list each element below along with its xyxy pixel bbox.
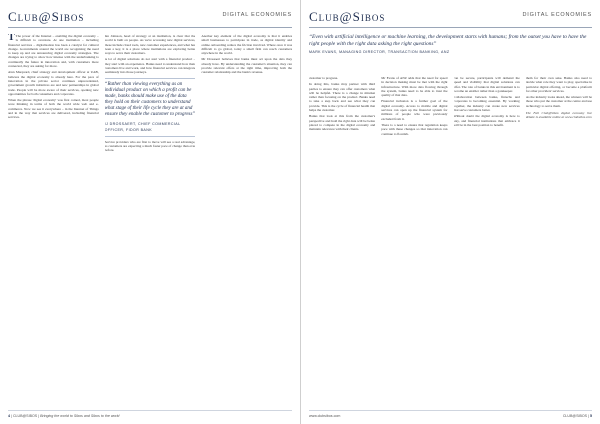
paragraph: them for their own sake. Banks also need to decide what role they want to play, specialise in particular digital offering, or become a platform for other providers' services. [525,76,592,93]
article-column-3 [454,76,520,406]
paragraph: can be secure, participants will demand the speed and visibility that digital solutions can offer. The role of banks in this environment is to become an enabler rather than a gatekeeper. [453,76,520,93]
debate-note: The Fall Club@Sibos digital economy live debate is available online at www.clubsibos.com [525,111,592,120]
article-column-1 [8,34,99,406]
paragraph: Another key element of the digital economy is that it enables small businesses to participate in trade, as digital identity and online onboarding reduce the friction involved. Where once it was difficult to go global, today a small firm can reach customers anywhere in the world. [201,34,293,56]
drop-cap: T [8,34,15,43]
paragraph: customer to progress. [309,76,339,80]
section-label: DIGITAL ECONOMIES [222,12,292,18]
page-number: 5 [590,414,592,418]
paragraph: Alan Marquard, chief strategy and development officer at UAB, believes the digital economy is already here. For the pace of innovation in the private sector continues unprecedented, government growth initiatives are and new partnerships in global trade. People will be more aware of their services, opening new opportunities for both consumers and corporates. [8,70,99,96]
article-column-3 [201,34,292,406]
paragraph: Mr Drossaert believes that banks must act upon the data they already have. By understanding the customer's situation, they can provide relevant offers at the right time, improving both the customer relationship and the bank's revenue. [201,57,293,75]
paragraph: In doing this, banks may partner with third parties to ensure they can offer customers what will be helpful. There is a change in mindset rather than focusing on the product. Banks need to take a step back and see what they can provide. This is the cycle of financial health that helps the customer. [309,82,376,113]
pull-quote-text: “Rather than viewing everything as an individual product on which a profit can be made, banks should make use of the data they hold on their customers to understand what stage of their life cycle they are at and ensure they enable the customer to progress” [104,81,196,117]
article-columns [8,34,292,406]
section-label: DIGITAL ECONOMIES [522,12,592,18]
paragraph: There is a need to ensure that regulation keeps pace with these changes so that innovation can continue to flourish. [381,122,448,136]
article-column-4 [526,76,592,406]
pull-quote-attribution: IJ DROSSAERT, CHIEF COMMERCIAL OFFICER, FIDOR BANK [104,121,181,132]
paragraph: Financial inclusion is a further goal of the digital economy. Access to mobile and digital services can open up the financial system for millions of people who were previously excluded from it. [381,99,448,121]
paragraph: Ian Johnson, head of strategy at an institution, is clear that the world is built on people. As we're accessing new digital services, these include cloud tools, new customer experiences, and what has been a key, it is a place where institutions are exploring better ways to serve their customers. [104,34,196,56]
masthead [8,8,292,28]
feature-quote [309,34,592,74]
right-page [300,0,600,424]
club-sibos-logo: Club@Sibos [8,9,85,24]
footer-url: www.clubsibos.com [309,414,341,418]
paragraph: Without doubt the digital economy is here to stay, and financial institutions that embrace it will be in the best position to benefit. [453,114,520,127]
footer-brand: CLUB@SIBOS [12,414,38,418]
article-column-2 [105,34,196,406]
page-footer: 4 | CLUB@SIBOS | Bringing the world to Sibos and Sibos to the world [8,410,292,419]
paragraph: Mr Evans of ANZ adds that the need for speed in decision making must be met with the right infrastructure. With more data flowing through the system, banks need to be able to trust the quality of that data. [381,76,448,98]
paragraph: Banks that look at this from the customer's perspective and hold the right data will be better placed to compete in the digital economy and maintain relevance with their clients. [309,114,376,132]
paragraph: Service providers who are first to move will see a real advantage, as customers are expecting a much faster pace of change than ever before. [104,139,196,153]
article-column-1 [309,76,375,406]
article-columns [309,76,592,406]
masthead [309,8,592,28]
paragraph: T The power of the Internet – enabling the digital economy – is difficult to overstate. At one institution – including financial services – digitalisation has been a catalyst for cultural change. Governments around the world are recognising the need to keep up and are announcing digital economy strategies. The changes are trying to show how intense with the underbanking is continually the future in innovation and, with customers more connected, they are asking for more. [8,34,99,69]
paragraph: A lot of digital solutions do not start with a financial product – they start with an experience. Banks need to understand how their customers live and work, and how financial services can integrate seamlessly into those journeys. [104,57,196,75]
paragraph: When the phrase 'digital economy' was first coined, most people were thinking in terms of both the world wide web and e-commerce. Now we see it everywhere – in the Internet of Things and in the way that services are delivered, including financial services. [8,98,99,120]
footer-title: Bringing the world to Sibos and Sibos to the world [40,414,120,418]
footer-brand: CLUB@SIBOS [562,414,588,418]
club-sibos-logo: Club@Sibos [309,9,386,24]
pull-quote [105,78,196,137]
paragraph: As the industry looks ahead, the winners will be those who put the customer at the centre and use technology to serve them. [525,95,592,108]
page-footer: www.clubsibos.com CLUB@SIBOS | 5 [309,410,592,419]
feature-quote-attribution: MARK EVANS, MANAGING DIRECTOR, TRANSACTION BANKING, ANZ [309,50,450,55]
page-number: 4 [8,414,10,418]
paragraph: Collaboration between banks, fintechs and corporates is becoming essential. By working together, the industry can create new services that serve customers better. [453,95,520,113]
article-column-2 [381,76,447,406]
feature-quote-text: “Even with artificial intelligence or machine learning, the development starts with humans; from the outset you have to have the right people with the right data asking the right questions” [309,34,587,47]
